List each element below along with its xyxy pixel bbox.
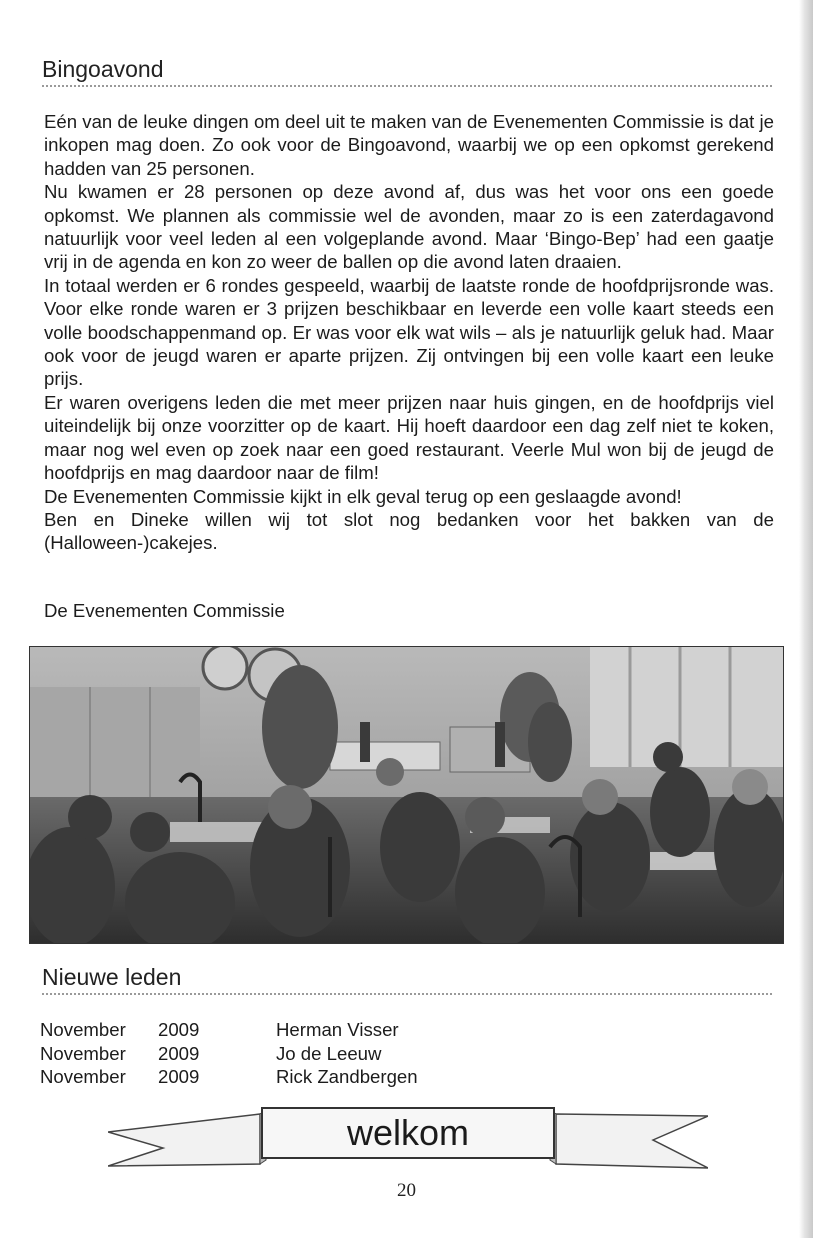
article-body bbox=[44, 110, 774, 555]
member-month: November bbox=[40, 1042, 126, 1064]
article-paragraph: Ben en Dineke willen wij tot slot nog bedanken voor het bakken van de (Halloween-)cakejes. bbox=[44, 508, 774, 554]
new-members-title: Nieuwe leden bbox=[42, 964, 182, 990]
event-photo bbox=[29, 646, 784, 944]
article-signature: De Evenementen Commissie bbox=[44, 600, 285, 621]
member-year: 2009 bbox=[158, 1019, 200, 1040]
article-title: Bingoavond bbox=[42, 56, 164, 82]
article-paragraph: De Evenementen Commissie kijkt in elk geval terug op een geslaagde avond! bbox=[44, 485, 682, 507]
member-year: 2009 bbox=[158, 1066, 200, 1087]
title-rule bbox=[42, 85, 772, 87]
member-name: Jo de Leeuw bbox=[276, 1042, 382, 1064]
member-month: November bbox=[40, 1019, 126, 1040]
article-paragraph: Eén van de leuke dingen om deel uit te maken van de Evenementen Commissie is dat je inkopen mag doen. Zo ook voor de Bingoavond, waarbij we op een opkomst gerekend hadden van 25 personen. bbox=[44, 111, 774, 179]
article-paragraph: In totaal werden er 6 rondes gespeeld, waarbij de laatste ronde de hoofdprijsronde was. Voor elke ronde waren er 3 prijzen beschikbaar en leverde een volle kaart steeds een volle boodschappenmand op. Er was voor elk wat wils – als je natuurlijk geluk had. Maar ook voor de jeugd waren er aparte prijzen. Zij ontvingen bij een volle kaart een leuke prijs. bbox=[44, 274, 774, 390]
welcome-text: welkom bbox=[346, 1112, 470, 1153]
member-year: 2009 bbox=[158, 1042, 200, 1064]
article-paragraph: Er waren overigens leden die met meer prijzen naar huis gingen, en de hoofdprijs viel uiteindelijk bij onze voorzitter op de kaart. Hij hoeft daardoor een dag zelf niet te koken, maar nog wel even op zoek naar een goed restaurant. Veerle Mul won bij de jeugd de hoofdprijs en mag daardoor naar de film! bbox=[44, 391, 774, 484]
section-rule bbox=[42, 993, 772, 995]
page-number: 20 bbox=[397, 1180, 416, 1201]
page-edge-shadow bbox=[799, 0, 813, 1238]
member-name: Rick Zandbergen bbox=[276, 1066, 418, 1087]
member-month: November bbox=[40, 1066, 126, 1087]
member-name: Herman Visser bbox=[276, 1019, 399, 1040]
article-paragraph: Nu kwamen er 28 personen op deze avond af, dus was het voor ons een goede opkomst. We plannen als commissie wel de avonden, maar zo is een zaterdagavond natuurlijk voor veel leden al een volgeplande avond. Maar ‘Bingo-Bep’ had een gaatje vrij in de agenda en kon zo weer de ballen op die avond laten draaien. bbox=[44, 181, 774, 273]
